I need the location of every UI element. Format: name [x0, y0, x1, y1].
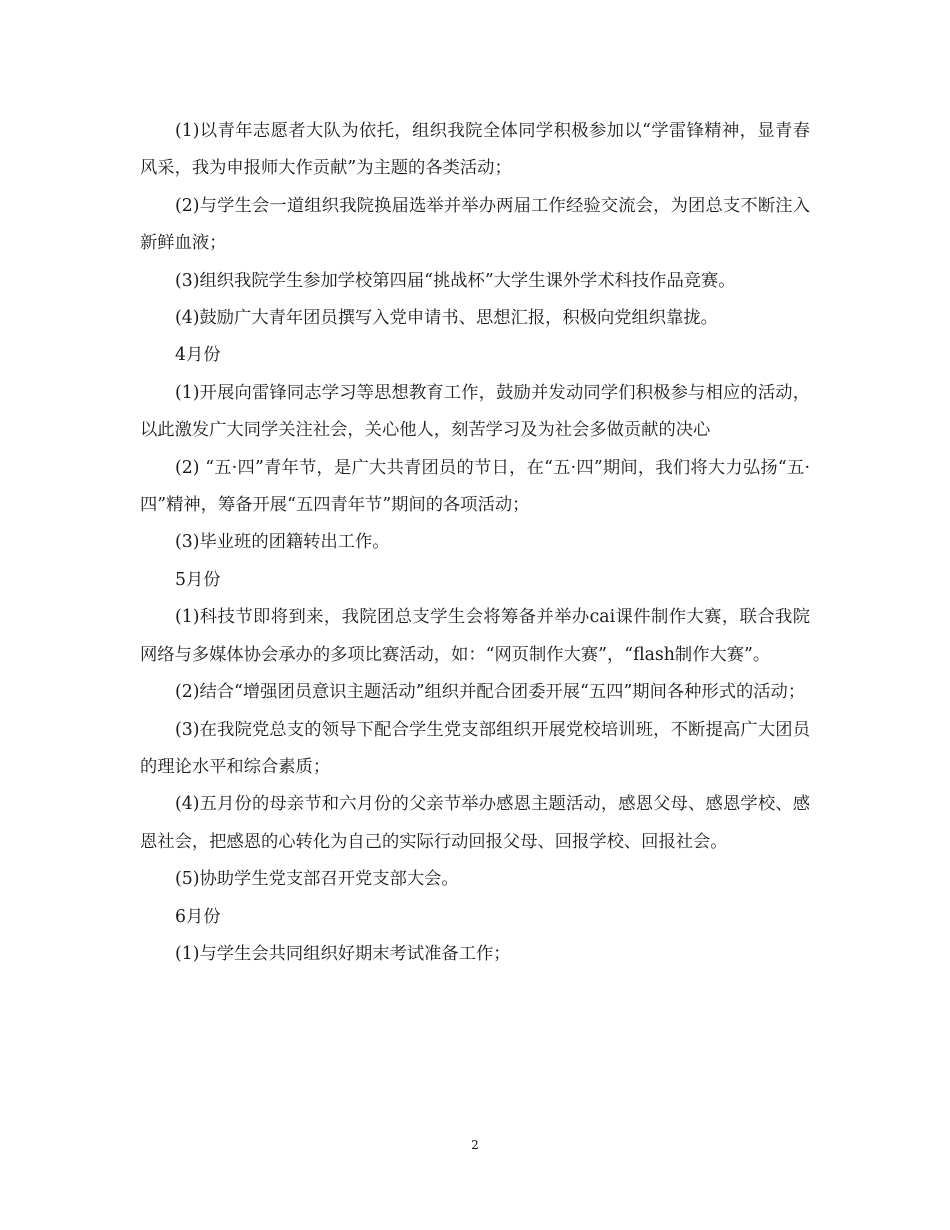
- paragraph-item-june-1: (1)与学生会共同组织好期末考试准备工作；: [175, 943, 511, 964]
- paragraph-item-4: (4)鼓励广大青年团员撰写入党申请书、思想汇报，积极向党组织靠拢。: [175, 308, 718, 329]
- paragraph-item-april-2: (2) “五·四”青年节，是广大共青团员的节日，在“五·四”期间，我们将大力弘扬“五·四”精神，筹备开展“五四青年节”期间的各项活动；: [140, 457, 810, 516]
- paragraph-item-3: (3)组织我院学生参加学校第四届“挑战杯”大学生课外学术科技作品竞赛。: [175, 270, 736, 291]
- page-number: 2: [471, 1138, 479, 1152]
- paragraph-item-2: (2)与学生会一道组织我院换届选举并举办两届工作经验交流会，为团总支不断注入新鲜血液；: [140, 195, 810, 254]
- paragraph-item-april-3: (3)毕业班的团籍转出工作。: [175, 532, 390, 553]
- paragraph-item-may-1: (1)科技节即将到来，我院团总支学生会将筹备并举办cai课件制作大赛，联合我院网络与多媒体协会承办的多项比赛活动，如：“网页制作大赛”，“flash制作大赛”。: [140, 607, 810, 665]
- document-body: [140, 113, 810, 973]
- paragraph-item-may-4: (4)五月份的母亲节和六月份的父亲节举办感恩主题活动，感恩父母、感恩学校、感恩社会，把感恩的心转化为自己的实际行动回报父母、回报学校、回报社会。: [140, 794, 810, 852]
- month-heading-june: 6月份: [175, 906, 221, 927]
- paragraph-item-may-5: (5)协助学生党支部召开党支部大会。: [175, 869, 459, 890]
- month-heading-april: 4月份: [175, 345, 221, 366]
- paragraph-item-april-1: (1)开展向雷锋同志学习等思想教育工作，鼓励并发动同学们积极参与相应的活动，以此激发广大同学关注社会，关心他人，刻苦学习及为社会多做贡献的决心: [140, 382, 810, 441]
- paragraph-item-1: (1)以青年志愿者大队为依托，组织我院全体同学积极参加以“学雷锋精神，显青春风采，我为申报师大作贡献”为主题的各类活动；: [140, 121, 810, 179]
- month-heading-may: 5月份: [175, 569, 221, 590]
- paragraph-item-may-3: (3)在我院党总支的领导下配合学生党支部组织开展党校培训班，不断提高广大团员的理论水平和综合素质；: [140, 719, 810, 777]
- paragraph-item-may-2: (2)结合“增强团员意识主题活动”组织并配合团委开展“五四”期间各种形式的活动；: [175, 682, 806, 703]
